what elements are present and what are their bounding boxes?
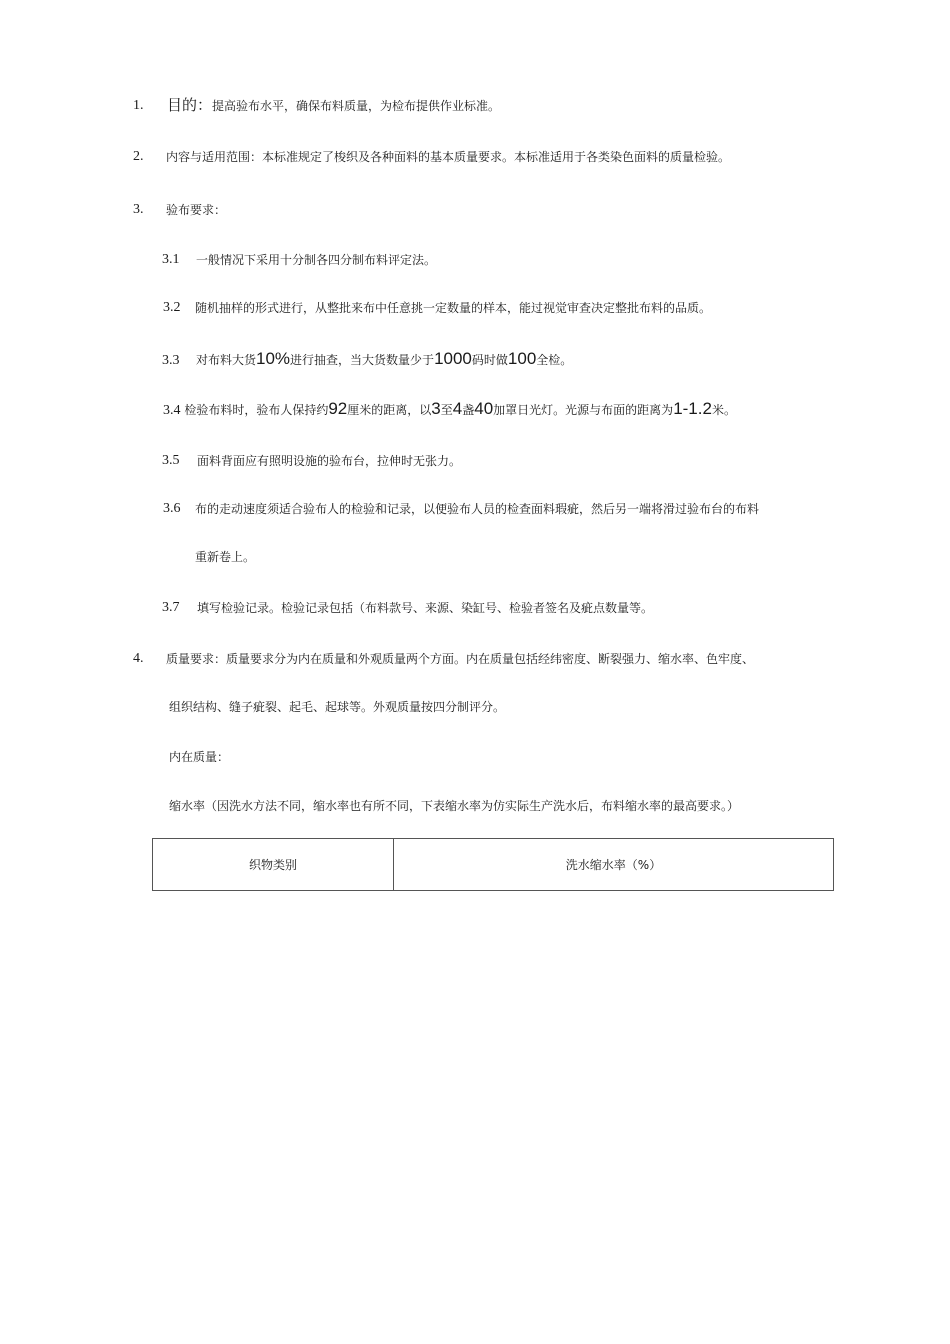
section-4-text: 质量要求：质量要求分为内在质量和外观质量两个方面。内在质量包括经纬密度、断裂强力、缩水率、色牢度、 <box>166 652 755 666</box>
item-3-6-text: 布的走动速度须适合验布人的检验和记录，以便验布人员的检查面料瑕疵，然后另一端将滑过验布台的布料 <box>195 502 760 516</box>
item-3-4-lamps-min: 3 <box>431 399 441 418</box>
item-3-4-part-a: 检验布料时，验布人保持约 <box>184 403 329 417</box>
table-header-fabric-type: 织物类别 <box>153 839 394 891</box>
item-3-4-part-i: 加罩日光灯。光源与布面的距离为 <box>493 403 674 417</box>
section-1-body <box>167 96 500 115</box>
section-3-text: 验布要求： <box>166 203 227 217</box>
section-2-number: 2. <box>133 149 144 164</box>
item-3-3-part-a: 对布料大货 <box>196 353 257 367</box>
item-3-6-continuation: 重新卷上。 <box>195 550 256 564</box>
item-3-3-percent: 10% <box>256 349 291 368</box>
section-4-continuation: 组织结构、缝子疵裂、起毛、起球等。外观质量按四分制评分。 <box>169 700 506 714</box>
section-1 <box>133 96 144 115</box>
table-header-row <box>153 839 834 891</box>
item-3-4 <box>163 400 736 420</box>
item-3-3-part-c: 进行抽查，当大货数量少于 <box>290 353 435 367</box>
item-3-4-wattage: 40 <box>474 399 494 418</box>
item-3-4-part-k: 米。 <box>711 403 736 417</box>
item-3-3-text <box>196 350 572 369</box>
section-1-text: 提高验布水平，确保布料质量，为检布提供作业标准。 <box>212 99 501 113</box>
item-3-3-quantity: 1000 <box>434 349 472 368</box>
section-1-label: 目的： <box>167 96 213 114</box>
section-2-text: 内容与适用范围：本标准规定了梭织及各种面料的基本质量要求。本标准适用于各类染色面料的质量检验。 <box>166 150 731 164</box>
table-header-shrink-rate: 洗水缩水率（%） <box>394 839 834 891</box>
item-3-5-number: 3.5 <box>162 453 180 468</box>
section-1-number: 1. <box>133 98 144 113</box>
shrinkage-note: 缩水率（因洗水方法不同，缩水率也有所不同，下表缩水率为仿实际生产洗水后，布料缩水率的最高要求。） <box>169 799 740 813</box>
item-3-2-text: 随机抽样的形式进行，从整批来布中任意挑一定数量的样本，能过视觉审查决定整批布料的品质。 <box>195 301 712 315</box>
section-3-number: 3. <box>133 202 144 217</box>
item-3-4-part-c: 厘米的距离，以 <box>347 403 432 417</box>
item-3-3-full-count: 100 <box>507 349 537 368</box>
item-3-3-part-e: 码时做 <box>471 353 508 367</box>
item-3-4-light-distance: 1-1.2 <box>673 399 712 418</box>
item-3-1-text: 一般情况下采用十分制各四分制布料评定法。 <box>196 253 437 267</box>
item-3-3-number: 3.3 <box>162 353 180 368</box>
item-3-1-number: 3.1 <box>162 252 180 267</box>
item-3-7-text: 填写检验记录。检验记录包括（布料款号、来源、染缸号、检验者签名及疵点数量等。 <box>197 601 654 615</box>
inner-quality-heading: 内在质量： <box>169 750 230 764</box>
item-3-7-number: 3.7 <box>162 600 180 615</box>
shrinkage-table <box>152 838 834 891</box>
item-3-6-number: 3.6 <box>163 501 181 516</box>
section-4-number: 4. <box>133 651 144 666</box>
item-3-2-number: 3.2 <box>163 300 181 315</box>
item-3-3-part-g: 全检。 <box>536 353 573 367</box>
item-3-4-part-e: 至 <box>440 403 453 417</box>
item-3-4-lamps-max: 4 <box>452 399 463 418</box>
item-3-4-part-g: 盏 <box>462 403 475 417</box>
item-3-5-text: 面料背面应有照明设施的验布台，拉伸时无张力。 <box>197 454 462 468</box>
item-3-4-distance: 92 <box>328 399 348 418</box>
item-3-4-number: 3.4 <box>163 403 181 418</box>
